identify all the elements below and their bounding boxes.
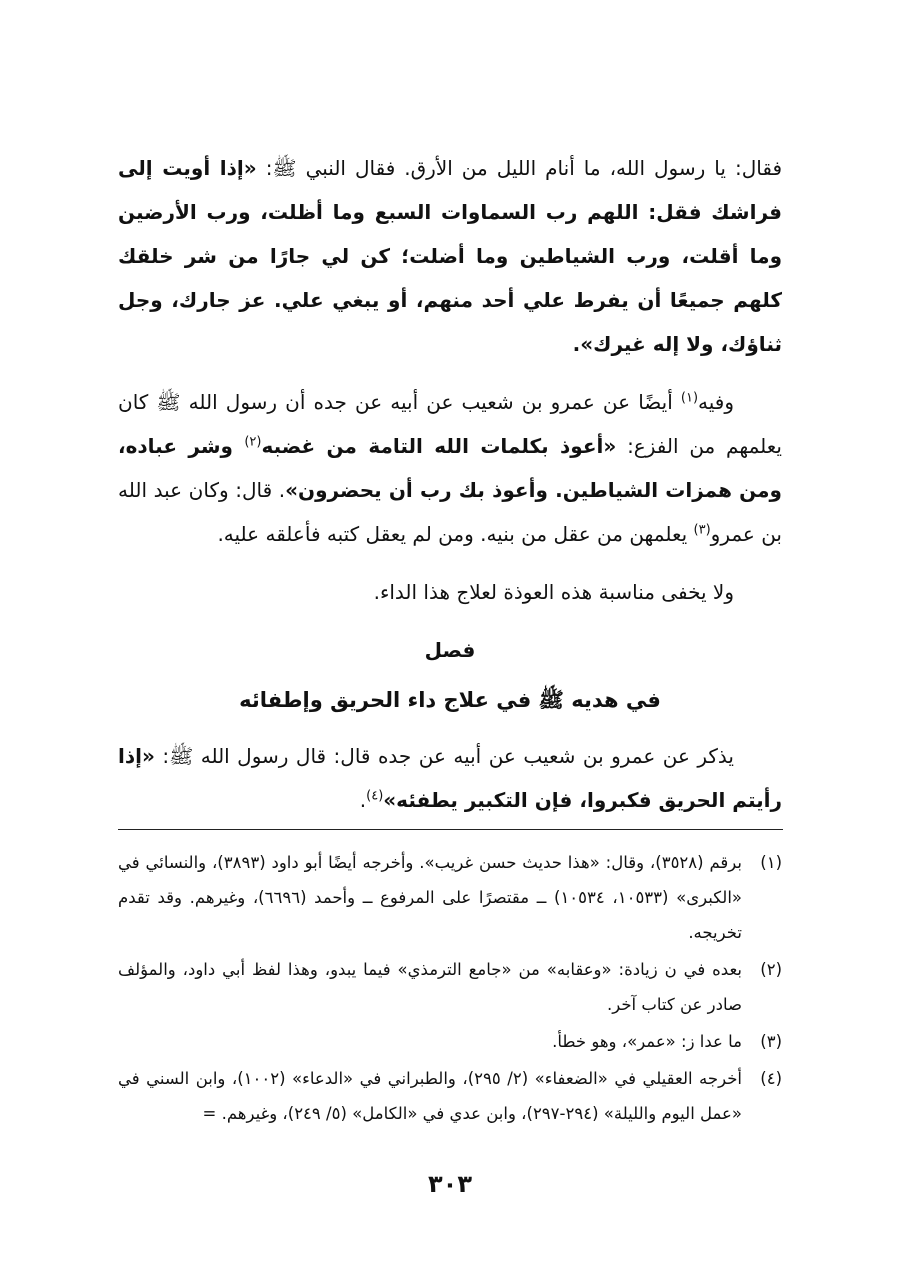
paragraph-2-intro: وفيه — [698, 390, 734, 414]
paragraph-4-text: يذكر عن عمرو بن شعيب عن أبيه عن جده قال: قال رسول الله ﷺ: — [154, 744, 734, 768]
hadith-quote-bed: «إذا أويت إلى فراشك فقل: اللهم رب السماوات السبع وما أظلت، ورب الأرضين وما أقلت، ورب الشياطين وما أضلت؛ كن لي جارًا من شر خلقك كلهم جميعًا أن يفرط علي أحد منهم، أو يبغي علي. عز جارك، وجل ثناؤك، ولا إله غيرك». — [118, 156, 782, 356]
paragraph-3: ولا يخفى مناسبة هذه العوذة لعلاج هذا الداء. — [373, 580, 734, 604]
footnote-3-text: ما عدا ز: «عمر»، وهو خطأ. — [552, 1032, 742, 1051]
footnote-1-number: (١) — [760, 853, 782, 872]
section-subheading: في هديه ﷺ في علاج داء الحريق وإطفائه — [239, 688, 661, 712]
footnote-ref-4[interactable]: (٤) — [366, 788, 384, 804]
hadith-quote-fear-1: «أعوذ بكلمات الله التامة من غضبه — [261, 434, 617, 458]
footnote-2 — [118, 952, 782, 1022]
footnote-4 — [118, 1061, 782, 1131]
paragraph-2 — [118, 380, 782, 556]
main-text — [118, 146, 782, 836]
paragraph-2-continuation: . قال: وكان عبد الله بن عمرو — [118, 478, 782, 546]
section-heading: فصل — [424, 638, 476, 662]
footnote-1 — [118, 845, 782, 950]
footnote-4-number: (٤) — [760, 1069, 782, 1088]
footnote-ref-3[interactable]: (٣) — [693, 522, 711, 538]
paragraph-2-text: أيضًا عن عمرو بن شعيب عن أبيه عن جده أن رسول الله ﷺ كان يعلمهم من الفزع: — [118, 390, 782, 458]
hadith-quote-fire: «إذا رأيتم الحريق فكبروا، فإن التكبير يطفئه» — [118, 744, 782, 812]
paragraph-4 — [118, 734, 782, 822]
footnote-3 — [118, 1024, 782, 1059]
footnote-4-text: أخرجه العقيلي في «الضعفاء» (٢/ ٢٩٥)، والطبراني في «الدعاء» (١٠٠٢)، وابن السني في «عمل اليوم والليلة» (٢٩٤-٢٩٧)، وابن عدي في «الكامل» (٥/ ٢٤٩)، وغيرهم. = — [118, 1069, 742, 1123]
footnote-ref-2[interactable]: (٢) — [244, 434, 262, 450]
paragraph-4-end: . — [359, 788, 367, 812]
paragraph-2-end: يعلمهن من عقل من بنيه. ومن لم يعقل كتبه فأعلقه عليه. — [217, 522, 694, 546]
paragraph-1-text: فقال: يا رسول الله، ما أنام الليل من الأرق. فقال النبي ﷺ: — [256, 156, 783, 180]
footnote-divider — [118, 829, 783, 830]
footnote-2-text: بعده في ن زيادة: «وعقابه» من «جامع الترمذي» فيما يبدو، وهذا لفظ أبي داود، والمؤلف صادر عن كتاب آخر. — [118, 960, 742, 1014]
footnote-ref-1[interactable]: (١) — [680, 390, 699, 406]
footnotes — [118, 845, 782, 1133]
footnote-2-number: (٢) — [760, 960, 782, 979]
footnote-1-text: برقم (٣٥٢٨)، وقال: «هذا حديث حسن غريب». وأخرجه أيضًا أبو داود (٣٨٩٣)، والنسائي في «الكبرى» (١٠٥٣٣، ١٠٥٣٤) ــ مقتصرًا على المرفوع ــ وأحمد (٦٦٩٦)، وغيرهم. وقد تقدم تخريجه. — [118, 853, 743, 942]
footnote-3-number: (٣) — [760, 1032, 782, 1051]
page-number: ٣٠٣ — [428, 1170, 472, 1198]
paragraph-1 — [118, 146, 782, 366]
hadith-quote-fear-2: وشر عباده، ومن همزات الشياطين. وأعوذ بك رب أن يحضرون» — [118, 434, 782, 502]
